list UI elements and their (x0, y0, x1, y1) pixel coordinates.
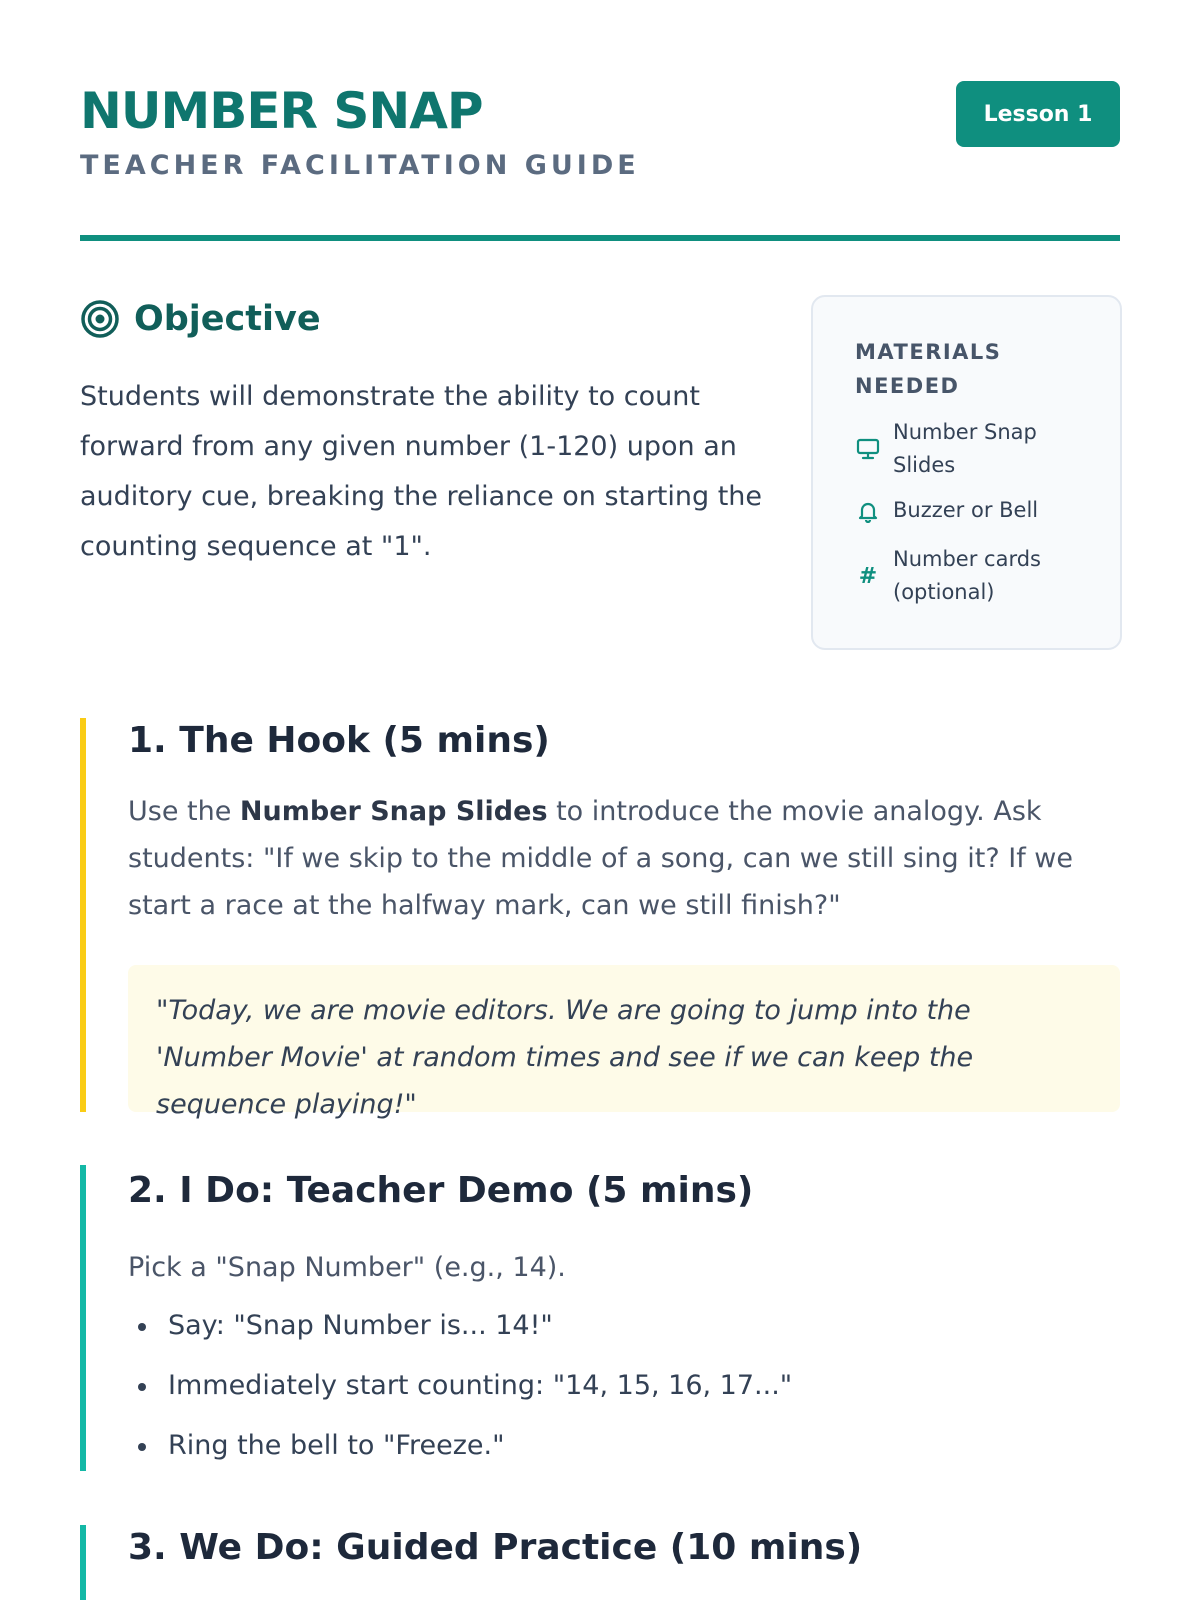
page-header (80, 80, 1120, 240)
page-title: NUMBER SNAP (80, 82, 483, 140)
step-accent-bar (80, 1525, 86, 1600)
material-item (855, 494, 1063, 527)
bell-icon (855, 499, 881, 523)
step-text (128, 788, 1108, 929)
target-icon (80, 299, 120, 339)
step-text: Pick a "Snap Number" (e.g., 14). (128, 1252, 566, 1283)
material-item (855, 543, 1063, 609)
lesson-badge[interactable]: Lesson 1 (956, 81, 1120, 147)
page-subtitle: TEACHER FACILITATION GUIDE (80, 150, 640, 181)
materials-title: MATERIALS NEEDED (855, 340, 1002, 398)
hash-icon: # (858, 563, 878, 589)
objective-heading: Objective (134, 299, 321, 339)
monitor-icon (855, 438, 881, 460)
list-item: Say: "Snap Number is... 14!" (128, 1308, 792, 1368)
step-title: 3. We Do: Guided Practice (10 mins) (128, 1527, 863, 1568)
step-accent-bar (80, 1165, 86, 1471)
material-label: Number Snap Slides (893, 420, 1037, 477)
step-teacher-demo (80, 1165, 1120, 1471)
step-text-start: Use the (128, 796, 240, 827)
slides-reference: Number Snap Slides (239, 796, 548, 827)
step-guided-practice (80, 1525, 1120, 1600)
objective-text: Students will demonstrate the ability to count forward from any given number (1-120) upon an auditory cue, breaking the reliance on starting the counting sequence at "1". (80, 381, 763, 562)
material-label: Buzzer or Bell (893, 498, 1039, 522)
step-text-end: to introduce the movie analogy. Ask students: "If we skip to the middle of a song, can we still sing it? If we start a race at the halfway mark, can we still finish?" (128, 796, 1073, 921)
header-divider (80, 235, 1120, 241)
list-item: Ring the bell to "Freeze." (128, 1428, 792, 1488)
step-hook (80, 718, 1120, 1120)
materials-card (811, 295, 1122, 650)
teacher-script-quote: "Today, we are movie editors. We are going to jump into the 'Number Movie' at random times and see if we can keep the sequence playing!" (128, 965, 1120, 1112)
demo-steps-list (128, 1308, 792, 1488)
step-accent-bar (80, 718, 86, 1112)
step-title: 1. The Hook (5 mins) (128, 720, 550, 761)
material-label: Number cards (optional) (893, 547, 1041, 604)
step-title: 2. I Do: Teacher Demo (5 mins) (128, 1170, 754, 1211)
list-item: Immediately start counting: "14, 15, 16, 17..." (128, 1368, 792, 1428)
objective-heading-row (80, 294, 321, 344)
material-item (855, 416, 1063, 482)
